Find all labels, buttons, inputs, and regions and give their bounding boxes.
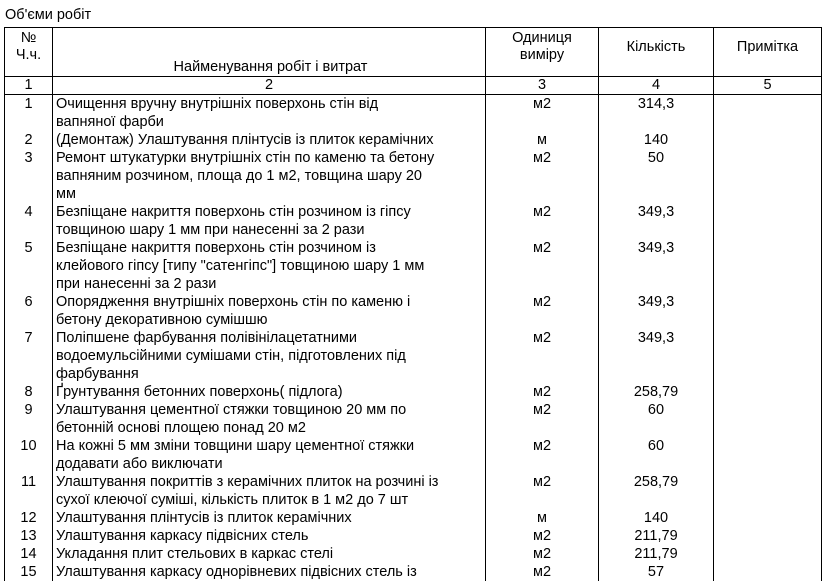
row-number: 5	[5, 239, 53, 293]
work-name	[53, 293, 486, 329]
unit-cell: м2	[486, 203, 599, 239]
quantity-cell: 57	[599, 563, 714, 581]
header-name: Найменування робіт і витрат	[53, 28, 486, 77]
work-name	[53, 203, 486, 239]
unit-cell: м2	[486, 401, 599, 437]
works-table	[4, 27, 822, 581]
unit-cell: м2	[486, 473, 599, 509]
unit-cell: м	[486, 509, 599, 527]
row-number: 13	[5, 527, 53, 545]
work-name-line: при нанесенні за 2 рази	[56, 276, 217, 292]
table-row	[5, 293, 822, 329]
table-header-row	[5, 28, 822, 77]
table-row	[5, 527, 822, 545]
work-name-line: Улаштування цементної стяжки товщиною 20 мм по	[56, 402, 407, 418]
unit-cell: м2	[486, 95, 599, 132]
unit-cell: м	[486, 131, 599, 149]
work-name-line: Улаштування каркасу однорівневих підвісних стель із	[56, 564, 417, 580]
table-row	[5, 401, 822, 437]
work-name-line: Улаштування каркасу підвісних стель	[56, 528, 309, 544]
work-name-line: Безпіщане накриття поверхонь стін розчином із	[56, 240, 376, 256]
header-qty: Кількість	[599, 28, 714, 77]
work-name	[53, 95, 486, 132]
work-name	[53, 383, 486, 401]
work-name	[53, 509, 486, 527]
quantity-cell: 60	[599, 401, 714, 437]
table-row	[5, 95, 822, 132]
table-row	[5, 149, 822, 203]
note-cell	[714, 545, 822, 563]
work-name-line: додавати або виключати	[56, 456, 223, 472]
table-row	[5, 131, 822, 149]
work-name-line: вапняної фарби	[56, 114, 164, 130]
work-name-line: сухої клеючої суміші, кількість плиток в 1 м2 до 7 шт	[56, 492, 409, 508]
work-name-line: (Демонтаж) Улаштування плінтусів із плиток керамічних	[56, 132, 434, 148]
work-name	[53, 329, 486, 383]
unit-cell: м2	[486, 437, 599, 473]
work-name-line: На кожні 5 мм зміни товщини шару цементної стяжки	[56, 438, 415, 454]
table-row	[5, 437, 822, 473]
header-unit-line: виміру	[519, 47, 565, 63]
unit-cell: м2	[486, 293, 599, 329]
work-name-line: мм	[56, 186, 76, 202]
quantity-cell: 349,3	[599, 239, 714, 293]
note-cell	[714, 383, 822, 401]
note-cell	[714, 149, 822, 203]
work-name	[53, 149, 486, 203]
table-row	[5, 203, 822, 239]
quantity-cell: 349,3	[599, 203, 714, 239]
header-unit-line: Одиниця	[512, 30, 572, 46]
row-number: 2	[5, 131, 53, 149]
row-number: 11	[5, 473, 53, 509]
work-name-line: бетонній основі площею понад 20 м2	[56, 420, 306, 436]
work-name-line: Поліпшене фарбування полівінілацетатними	[56, 330, 358, 346]
work-name	[53, 473, 486, 509]
header-unit	[486, 28, 599, 77]
work-name	[53, 131, 486, 149]
work-name-line: Опорядження внутрішніх поверхонь стін по каменю і	[56, 294, 411, 310]
work-name-line: Ґрунтування бетонних поверхонь( підлога)	[56, 384, 343, 400]
work-name-line: клейового гіпсу [типу "сатенгіпс"] товщиною шару 1 мм	[56, 258, 425, 274]
note-cell	[714, 401, 822, 437]
header-note: Примітка	[714, 28, 822, 77]
index-cell: 5	[714, 77, 822, 95]
unit-cell: м2	[486, 239, 599, 293]
quantity-cell: 140	[599, 131, 714, 149]
quantity-cell: 140	[599, 509, 714, 527]
work-name	[53, 563, 486, 581]
unit-cell: м2	[486, 329, 599, 383]
note-cell	[714, 527, 822, 545]
table-row	[5, 509, 822, 527]
sheet-title: Об'єми робіт	[5, 7, 92, 23]
table-row	[5, 383, 822, 401]
quantity-cell: 60	[599, 437, 714, 473]
table-row	[5, 545, 822, 563]
quantity-cell: 349,3	[599, 329, 714, 383]
row-number: 6	[5, 293, 53, 329]
work-name	[53, 545, 486, 563]
row-number: 4	[5, 203, 53, 239]
row-number: 10	[5, 437, 53, 473]
work-name	[53, 401, 486, 437]
unit-cell: м2	[486, 383, 599, 401]
work-name	[53, 239, 486, 293]
row-number: 14	[5, 545, 53, 563]
note-cell	[714, 563, 822, 581]
note-cell	[714, 239, 822, 293]
note-cell	[714, 509, 822, 527]
unit-cell: м2	[486, 149, 599, 203]
work-name-line: бетону декоративною сумішшю	[56, 312, 268, 328]
index-cell: 3	[486, 77, 599, 95]
table-row	[5, 239, 822, 293]
unit-cell: м2	[486, 545, 599, 563]
note-cell	[714, 95, 822, 132]
quantity-cell: 258,79	[599, 383, 714, 401]
row-number: 3	[5, 149, 53, 203]
index-cell: 4	[599, 77, 714, 95]
column-index-row	[5, 77, 822, 95]
unit-cell: м2	[486, 527, 599, 545]
index-cell: 2	[53, 77, 486, 95]
work-name-line: Очищення вручну внутрішніх поверхонь стін від	[56, 96, 379, 112]
note-cell	[714, 293, 822, 329]
work-name-line: вапняним розчином, площа до 1 м2, товщина шару 20	[56, 168, 422, 184]
work-name-line: Укладання плит стельових в каркас стелі	[56, 546, 334, 562]
table-row	[5, 473, 822, 509]
work-name-line: фарбування	[56, 366, 139, 382]
index-cell: 1	[5, 77, 53, 95]
work-name-line: Безпіщане накриття поверхонь стін розчином із гіпсу	[56, 204, 411, 220]
row-number: 15	[5, 563, 53, 581]
table-row	[5, 329, 822, 383]
header-num	[5, 28, 53, 77]
quantity-cell: 314,3	[599, 95, 714, 132]
row-number: 8	[5, 383, 53, 401]
note-cell	[714, 131, 822, 149]
quantity-cell: 258,79	[599, 473, 714, 509]
work-name-line: товщиною шару 1 мм при нанесенні за 2 рази	[56, 222, 365, 238]
note-cell	[714, 437, 822, 473]
row-number: 9	[5, 401, 53, 437]
quantity-cell: 211,79	[599, 545, 714, 563]
work-name-line: водоемульсійними сумішами стін, підготовлених під	[56, 348, 406, 364]
quantity-cell: 211,79	[599, 527, 714, 545]
note-cell	[714, 329, 822, 383]
note-cell	[714, 203, 822, 239]
work-name	[53, 527, 486, 545]
work-name	[53, 437, 486, 473]
unit-cell: м2	[486, 563, 599, 581]
work-name-line: Ремонт штукатурки внутрішніх стін по каменю та бетону	[56, 150, 435, 166]
row-number: 12	[5, 509, 53, 527]
work-name-line: Улаштування покриттів з керамічних плиток на розчині із	[56, 474, 439, 490]
work-name-line: Улаштування плінтусів із плиток керамічних	[56, 510, 352, 526]
quantity-cell: 50	[599, 149, 714, 203]
note-cell	[714, 473, 822, 509]
quantity-cell: 349,3	[599, 293, 714, 329]
header-num-line: Ч.ч.	[15, 47, 42, 63]
row-number: 1	[5, 95, 53, 132]
table-row	[5, 563, 822, 581]
header-num-line: №	[20, 30, 37, 46]
row-number: 7	[5, 329, 53, 383]
